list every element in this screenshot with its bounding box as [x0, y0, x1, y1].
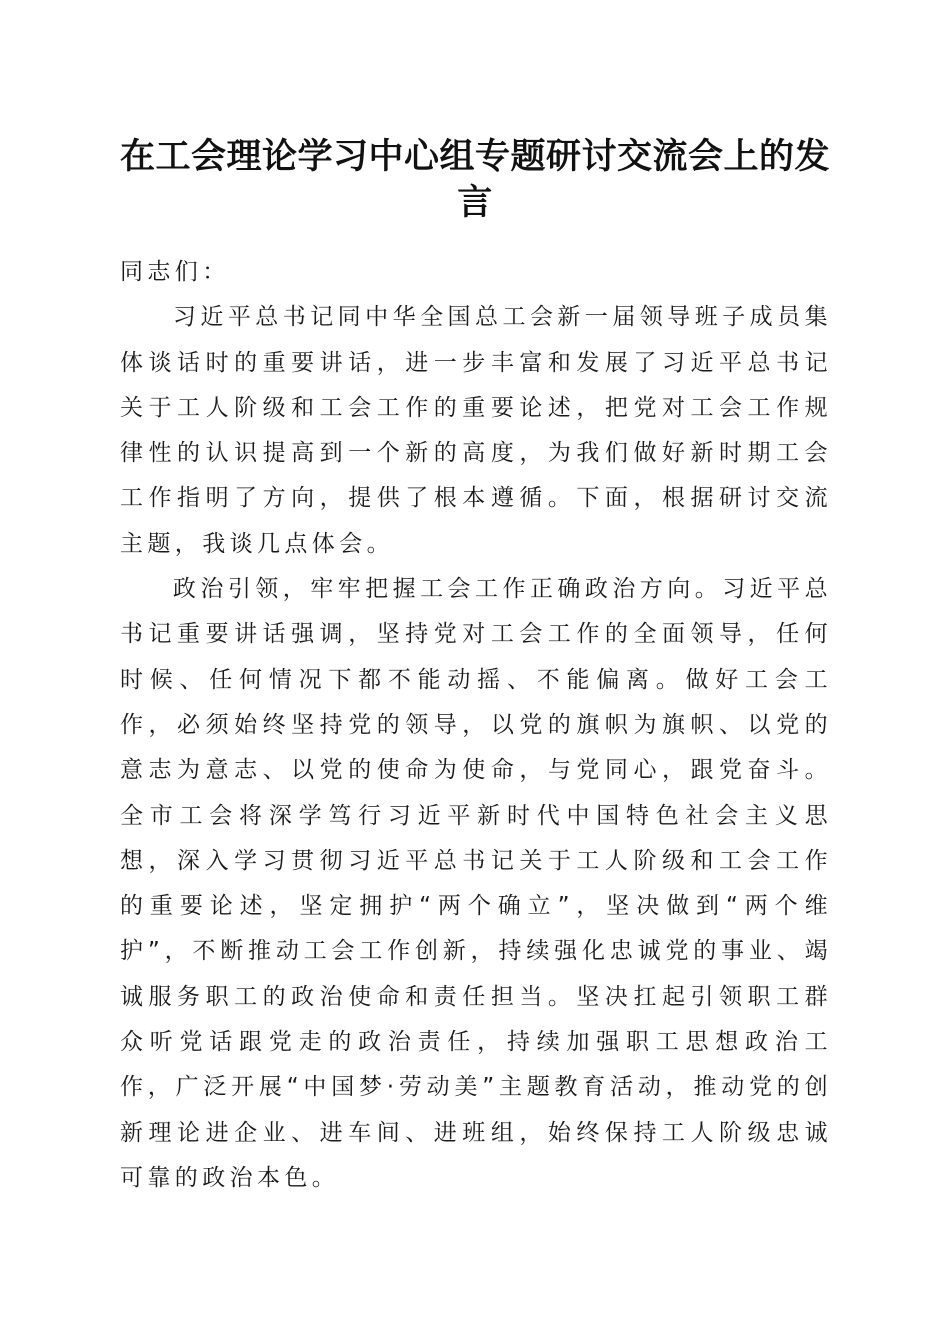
document-title: 在工会理论学习中心组专题研讨交流会上的发言	[119, 136, 830, 223]
paragraph-intro: 习近平总书记同中华全国总工会新一届领导班子成员集体谈话时的重要讲话，进一步丰富和发展了习近平总书记关于工人阶级和工会工作的重要论述，把党对工会工作规律性的认识提高到一个新的高度，为我们做好新时期工会工作指明了方向，提供了根本遵循。下面，根据研讨交流主题，我谈几点体会。	[120, 304, 832, 557]
document-body	[120, 250, 832, 1201]
salutation: 同志们：	[120, 259, 230, 285]
paragraph-political-leadership: 政治引领，牢牢把握工会工作正确政治方向。习近平总书记重要讲话强调，坚持党对工会工作的全面领导，任何时候、任何情况下都不能动摇、不能偏离。做好工会工作，必须始终坚持党的领导，以党的旗帜为旗帜、以党的意志为意志、以党的使命为使命，与党同心，跟党奋斗。全市工会将深学笃行习近平新时代中国特色社会主义思想，深入学习贯彻习近平总书记关于工人阶级和工会工作的重要论述，坚定拥护“两个确立”，坚决做到“两个维护”，不断推动工会工作创新，持续强化忠诚党的事业、竭诚服务职工的政治使命和责任担当。坚决扛起引领职工群众听党话跟党走的政治责任，持续加强职工思想政治工作，广泛开展“中国梦·劳动美”主题教育活动，推动党的创新理论进企业、进车间、进班组，始终保持工人阶级忠诚可靠的政治本色。	[120, 576, 832, 1191]
